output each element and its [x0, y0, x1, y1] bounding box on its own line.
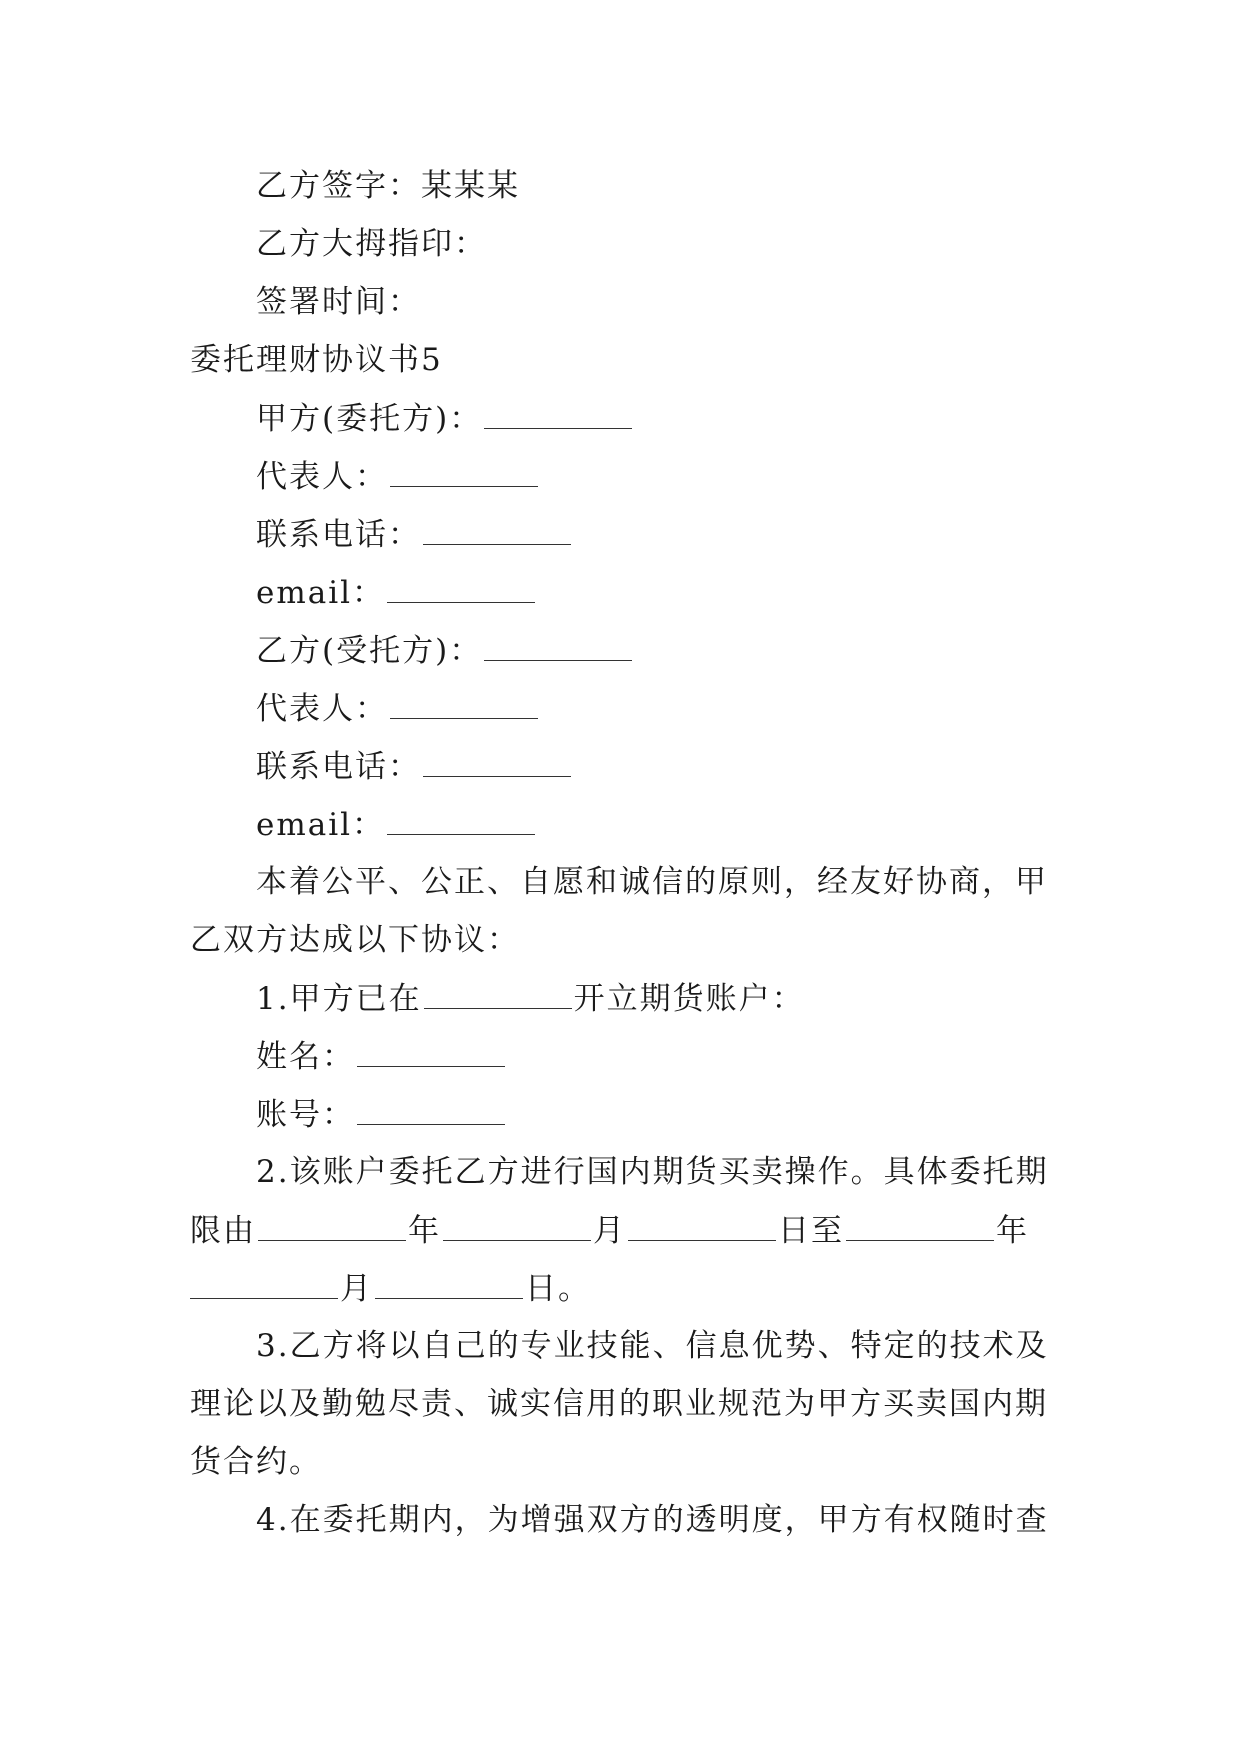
party-a-line: 甲方(委托方)：	[256, 398, 634, 439]
party-b-email-line: email：	[256, 804, 537, 845]
clause-1-blank	[424, 978, 572, 1009]
sign-time-line	[256, 282, 421, 322]
start-day-blank	[628, 1210, 776, 1241]
clause-4-line1: 4.在委托期内，为增强双方的透明度，甲方有权随时查	[256, 1502, 1049, 1538]
party-a-email-line: email：	[256, 572, 537, 613]
end-year-blank	[846, 1210, 994, 1241]
party-b-thumbprint-line	[256, 224, 487, 264]
clause-1-line: 1.甲方已在 开立期货账户：	[256, 978, 805, 1019]
start-year-blank	[258, 1210, 406, 1241]
clause-3-line2: 理论以及勤勉尽责、诚实信用的职业规范为甲方买卖国内期	[190, 1386, 1048, 1422]
party-b-signature-line	[256, 166, 520, 206]
party-a-blank	[484, 398, 632, 429]
clause-3-line3: 货合约。	[190, 1444, 322, 1480]
account-blank	[357, 1094, 505, 1125]
party-b-sign-label: 乙方签字：	[256, 168, 421, 204]
party-a-email-blank	[387, 572, 535, 603]
clause-2-line3: 月 日。	[190, 1268, 591, 1309]
party-b-thumb-label: 乙方大拇指印：	[256, 226, 487, 262]
party-a-phone-line: 联系电话：	[256, 514, 573, 555]
sign-time-label: 签署时间：	[256, 284, 421, 320]
clause-2-line1: 2.该账户委托乙方进行国内期货买卖操作。具体委托期	[256, 1154, 1049, 1190]
clause-3-line1: 3.乙方将以自己的专业技能、信息优势、特定的技术及	[256, 1328, 1049, 1364]
party-a-rep-line: 代表人：	[256, 456, 540, 497]
account-line: 账号：	[256, 1094, 507, 1135]
intro-paragraph-line2: 乙双方达成以下协议：	[190, 922, 520, 958]
agreement-title: 委托理财协议书5	[190, 342, 443, 378]
start-month-blank	[443, 1210, 591, 1241]
party-a-rep-blank	[390, 456, 538, 487]
clause-2-line2: 限由 年 月 日至 年	[190, 1210, 1029, 1251]
party-b-sign-value: 某某某	[421, 168, 520, 204]
party-b-phone-blank	[423, 746, 571, 777]
party-b-rep-blank	[390, 688, 538, 719]
end-day-blank	[375, 1268, 523, 1299]
party-b-phone-line: 联系电话：	[256, 746, 573, 787]
party-b-line: 乙方(受托方)：	[256, 630, 634, 671]
party-a-phone-blank	[423, 514, 571, 545]
end-month-blank	[190, 1268, 338, 1299]
party-b-rep-line: 代表人：	[256, 688, 540, 729]
name-blank	[357, 1036, 505, 1067]
party-b-email-blank	[387, 804, 535, 835]
party-b-blank	[484, 630, 632, 661]
intro-paragraph-line1: 本着公平、公正、自愿和诚信的原则，经友好协商，甲	[256, 864, 1048, 900]
name-line: 姓名：	[256, 1036, 507, 1077]
